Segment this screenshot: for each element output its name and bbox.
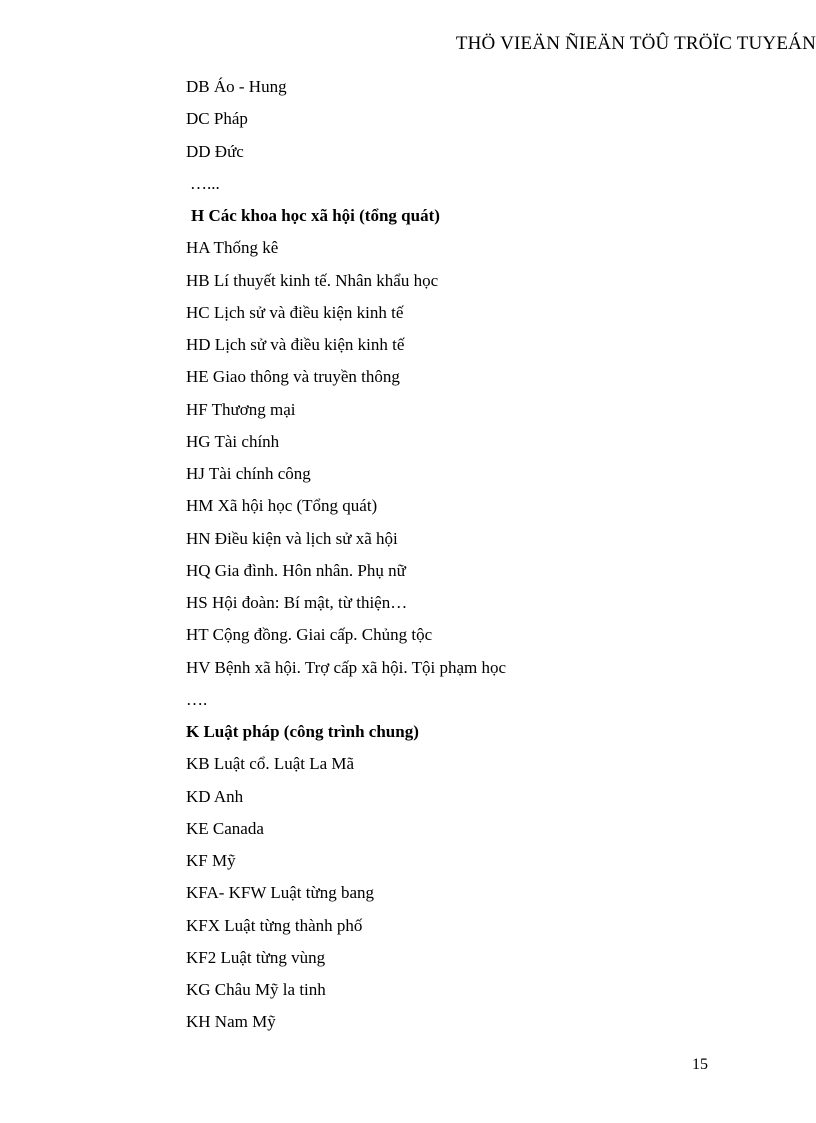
list-item: HM Xã hội học (Tổng quát)	[186, 496, 378, 516]
list-item: KH Nam Mỹ	[186, 1012, 276, 1032]
list-item: KG Châu Mỹ la tinh	[186, 980, 326, 999]
section-heading-k: K Luật pháp (công trình chung)	[186, 722, 419, 741]
list-item: HF Thương mại	[186, 399, 296, 419]
section-heading-h: H Các khoa học xã hội (tổng quát)	[191, 206, 440, 225]
list-item: HN Điều kiện và lịch sử xã hội	[186, 528, 398, 548]
list-item: HC Lịch sử và điều kiện kinh tế	[186, 302, 404, 322]
classification-list	[186, 76, 506, 1044]
list-item: HT Cộng đồng. Giai cấp. Chủng tộc	[186, 625, 433, 645]
list-item: HE Giao thông và truyền thông	[186, 367, 400, 387]
list-item: HS Hội đoàn: Bí mật, từ thiện…	[186, 593, 408, 612]
list-item: KE Canada	[186, 818, 264, 838]
list-item: HQ Gia đình. Hôn nhân. Phụ nữ	[186, 560, 406, 580]
list-item: DD Đức	[186, 141, 244, 161]
list-item: ….	[186, 689, 208, 709]
list-item: HV Bệnh xã hội. Trợ cấp xã hội. Tội phạm học	[186, 657, 507, 677]
list-item: HB Lí thuyết kinh tế. Nhân khẩu học	[186, 270, 439, 290]
page-number: 15	[692, 1056, 708, 1073]
list-item: …...	[190, 173, 220, 193]
list-item: HJ Tài chính công	[186, 464, 311, 483]
list-item: KF2 Luật từng vùng	[186, 947, 326, 967]
list-item: DB Áo - Hung	[186, 77, 287, 96]
list-item: KF Mỹ	[186, 851, 236, 870]
list-item: KD Anh	[186, 786, 244, 806]
list-item: KFX Luật từng thành phố	[186, 915, 363, 935]
list-item: DC Pháp	[186, 109, 248, 129]
list-item: HG Tài chính	[186, 431, 280, 451]
list-item: HD Lịch sử và điều kiện kinh tế	[186, 335, 405, 354]
list-item: KFA- KFW Luật từng bang	[186, 883, 375, 903]
list-item: HA Thống kê	[186, 238, 279, 258]
page-header: THÖ VIEÄN ÑIEÄN TÖÛ TRÖÏC TUYEÁN	[455, 33, 816, 54]
list-item: KB Luật cổ. Luật La Mã	[186, 754, 355, 774]
